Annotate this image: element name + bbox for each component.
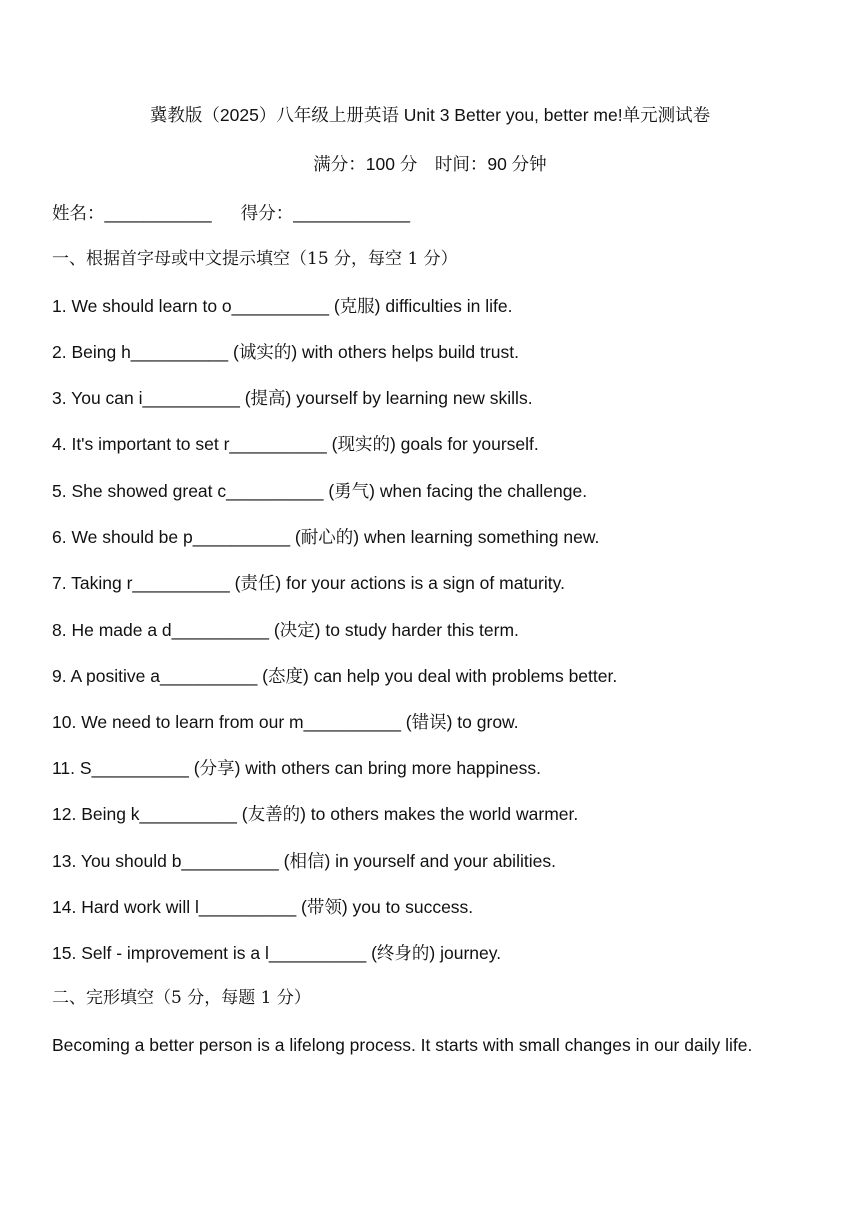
question-item-10: 10. We need to learn from our m__________ (错误) to grow. xyxy=(52,712,519,732)
question-item-3: 3. You can i__________ (提高) yourself by learning new skills. xyxy=(52,388,533,408)
question-item-2: 2. Being h__________ (诚实的) with others helps build trust. xyxy=(52,342,519,362)
exam-title: 冀教版（2025）八年级上册英语 Unit 3 Better you, better me!单元测试卷 xyxy=(149,105,711,125)
question-item-12: 12. Being k__________ (友善的) to others makes the world warmer. xyxy=(52,804,579,824)
student-info-line: 姓名：___________ 得分：____________ xyxy=(52,203,411,223)
question-item-4: 4. It's important to set r__________ (现实的) goals for yourself. xyxy=(52,434,539,454)
question-item-5: 5. She showed great c__________ (勇气) when facing the challenge. xyxy=(52,481,588,501)
question-item-15: 15. Self - improvement is a l__________ (终身的) journey. xyxy=(52,943,502,963)
question-item-8: 8. He made a d__________ (决定) to study harder this term. xyxy=(52,620,519,640)
question-item-9: 9. A positive a__________ (态度) can help you deal with problems better. xyxy=(52,666,618,686)
question-item-7: 7. Taking r__________ (责任) for your actions is a sign of maturity. xyxy=(52,573,565,593)
question-item-1: 1. We should learn to o__________ (克服) difficulties in life. xyxy=(52,296,513,316)
section1-heading: 一、根据首字母或中文提示填空（15 分，每空 1 分） xyxy=(52,249,458,269)
exam-subtitle: 满分：100 分 时间：90 分钟 xyxy=(313,154,547,174)
section2-heading: 二、完形填空（5 分，每题 1 分） xyxy=(52,988,311,1008)
question-item-6: 6. We should be p__________ (耐心的) when learning something new. xyxy=(52,527,600,547)
question-item-13: 13. You should b__________ (相信) in yourself and your abilities. xyxy=(52,851,556,871)
cloze-passage: Becoming a better person is a lifelong process. It starts with small changes in our daily life. xyxy=(52,1035,753,1055)
question-item-14: 14. Hard work will l__________ (带领) you to success. xyxy=(52,897,474,917)
question-item-11: 11. S__________ (分享) with others can bring more happiness. xyxy=(52,758,541,778)
